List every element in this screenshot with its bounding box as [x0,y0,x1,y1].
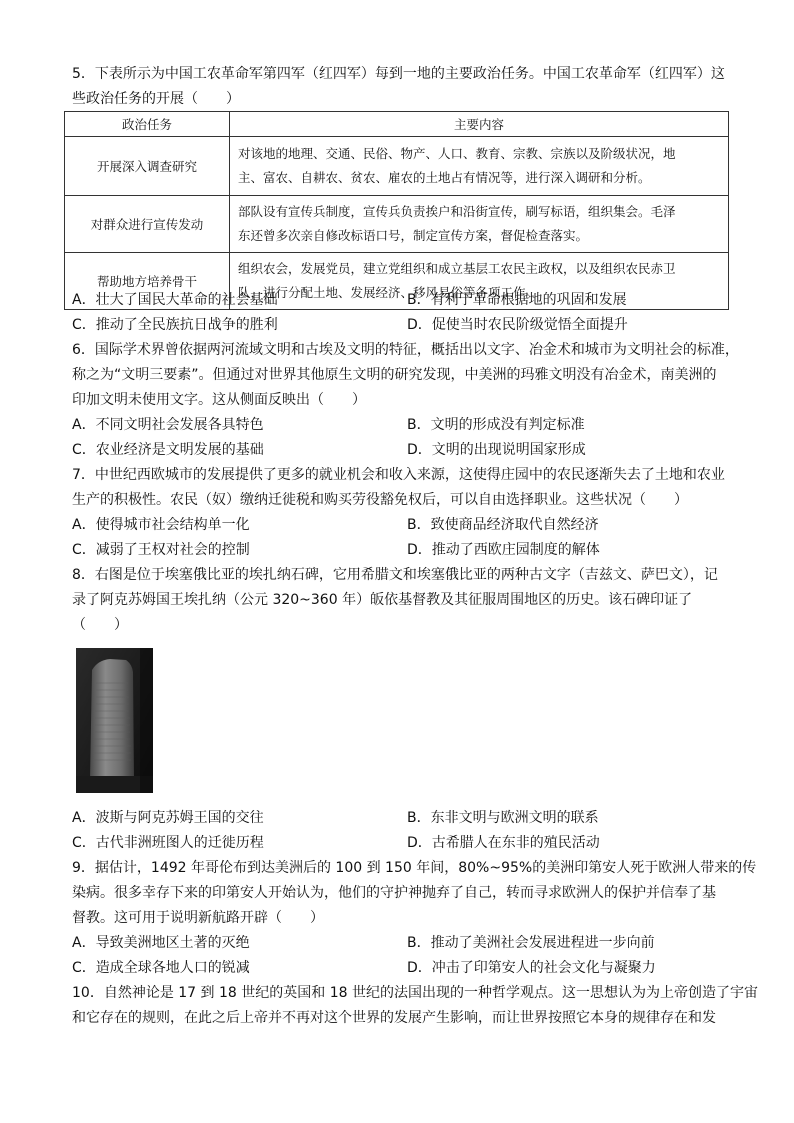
q7-stem-line-2: 生产的积极性。农民（奴）缴纳迁徙税和购买劳役豁免权后，可以自由选择职业。这些状况（ ） [72,492,688,508]
q6-stem-line-1: 6．国际学术界曾依据两河流域文明和古埃及文明的特征，概括出以文字、冶金术和城市为文明社会的标准， [72,342,739,358]
q5-option-b[interactable]: B．有利于革命根据地的巩固和发展 [407,292,627,308]
table-row [65,137,729,196]
table-cell-task: 开展深入调查研究 [65,137,230,196]
q7-option-b[interactable]: B．致使商品经济取代自然经济 [407,517,599,533]
q6-option-d[interactable]: D．文明的出现说明国家形成 [407,442,586,458]
q9-option-c[interactable]: C．造成全球各地人口的锐减 [72,960,250,976]
table-cell-task: 帮助地方培养骨干 [65,253,230,310]
q10-stem-line-2: 和它存在的规则，在此之后上帝并不再对这个世界的发展产生影响，而让世界按照它本身的规律存在和发 [72,1010,716,1026]
q5-option-d[interactable]: D．促使当时农民阶级觉悟全面提升 [407,317,628,333]
q7-stem-line-1: 7．中世纪西欧城市的发展提供了更多的就业机会和收入来源，这使得庄园中的农民逐渐失去了土地和农业 [72,467,725,483]
q7-option-d[interactable]: D．推动了西欧庄园制度的解体 [407,542,600,558]
table-header-content: 主要内容 [230,112,729,137]
q8-stem-line-3: （ ） [72,617,128,633]
q5-stem-line-2: 些政治任务的开展（ ） [72,91,240,107]
q6-option-a[interactable]: A．不同文明社会发展各具特色 [72,417,264,433]
ezana-stele-photo [76,648,153,793]
q6-option-b[interactable]: B．文明的形成没有判定标准 [407,417,585,433]
q9-option-d[interactable]: D．冲击了印第安人的社会文化与凝聚力 [407,960,656,976]
content-line: 组织农会，发展党员，建立党组织和成立基层工农民主政权，以及组织农民赤卫 [238,261,676,276]
q7-option-a[interactable]: A．使得城市社会结构单一化 [72,517,250,533]
q5-table [64,111,729,310]
q8-option-b[interactable]: B．东非文明与欧洲文明的联系 [407,810,599,826]
table-cell-content [230,196,729,253]
content-line: 队，进行分配土地、发展经济、移风易俗等各项工作。 [238,285,539,300]
table-cell-content [230,137,729,196]
q5-option-a[interactable]: A．壮大了国民大革命的社会基础 [72,292,278,308]
table-row [65,196,729,253]
content-line: 东还曾多次亲自修改标语口号，制定宣传方案，督促检查落实。 [238,228,589,243]
q9-option-a[interactable]: A．导致美洲地区土著的灭绝 [72,935,250,951]
q5-stem-line-1: 5．下表所示为中国工农革命军第四军（红四军）每到一地的主要政治任务。中国工农革命军（红四军）这 [72,66,725,82]
q8-option-d[interactable]: D．古希腊人在东非的殖民活动 [407,835,600,851]
q6-stem-line-2: 称之为“文明三要素”。但通过对世界其他原生文明的研究发现，中美洲的玛雅文明没有冶金术，南美洲的 [72,367,717,383]
q8-option-c[interactable]: C．古代非洲班图人的迁徙历程 [72,835,264,851]
q9-stem-line-3: 督教。这可用于说明新航路开辟（ ） [72,910,324,926]
q6-stem-line-3: 印加文明未使用文字。这从侧面反映出（ ） [72,392,366,408]
q9-stem-line-1: 9．据估计，1492 年哥伦布到达美洲后的 100 到 150 年间，80%~95%的美洲印第安人死于欧洲人带来的传 [72,860,757,876]
content-line: 主、富农、自耕农、贫农、雇农的土地占有情况等，进行深入调研和分析。 [238,170,651,185]
table-header-task: 政治任务 [65,112,230,137]
content-line: 对该地的地理、交通、民俗、物产、人口、教育、宗教、宗族以及阶级状况，地 [238,146,676,161]
q7-option-c[interactable]: C．减弱了王权对社会的控制 [72,542,250,558]
q6-option-c[interactable]: C．农业经济是文明发展的基础 [72,442,264,458]
q9-stem-line-2: 染病。很多幸存下来的印第安人开始认为，他们的守护神抛弃了自己，转而寻求欧洲人的保护并信奉了基 [72,885,716,901]
stele-image [76,648,153,793]
q8-stem-line-2: 录了阿克苏姆国王埃扎纳（公元 320~360 年）皈依基督教及其征服周围地区的历史。该石碑印证了 [72,592,693,608]
table-cell-task: 对群众进行宣传发动 [65,196,230,253]
q10-stem-line-1: 10．自然神论是 17 到 18 世纪的英国和 18 世纪的法国出现的一种哲学观点。这一思想认为为上帝创造了宇宙 [72,985,758,1001]
q8-stem-line-1: 8．右图是位于埃塞俄比亚的埃扎纳石碑，它用希腊文和埃塞俄比亚的两种古文字（吉兹文、萨巴文），记 [72,567,718,583]
q5-option-c[interactable]: C．推动了全民族抗日战争的胜利 [72,317,278,333]
content-line: 部队设有宣传兵制度，宣传兵负责挨户和沿街宣传，刷写标语，组织集会。毛泽 [238,204,676,219]
q8-option-a[interactable]: A．波斯与阿克苏姆王国的交往 [72,810,264,826]
q9-option-b[interactable]: B．推动了美洲社会发展进程进一步向前 [407,935,655,951]
